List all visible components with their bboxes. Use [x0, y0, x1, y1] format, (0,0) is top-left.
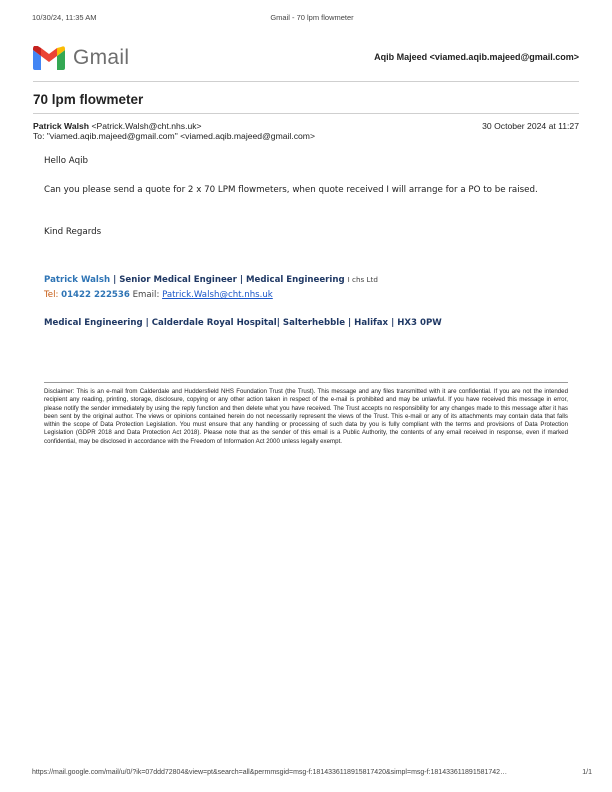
disclaimer-divider — [44, 382, 568, 383]
signature-email-label: Email: — [129, 290, 163, 300]
signature-address: Medical Engineering | Calderdale Royal Hospital| Salterhebble | Halifax | HX3 0PW — [44, 318, 442, 328]
sender-row — [33, 121, 579, 131]
email-paragraph: Can you please send a quote for 2 x 70 LPM flowmeters, when quote received I will arrange for a PO to be raised. — [44, 185, 538, 195]
email-greeting: Hello Aqib — [44, 156, 89, 166]
print-page-title: Gmail - 70 lpm flowmeter — [270, 13, 354, 22]
gmail-m-icon — [33, 46, 65, 70]
signature-role: | Senior Medical Engineer | Medical Engineering — [110, 275, 348, 285]
gmail-wordmark: Gmail — [73, 46, 130, 69]
page-number: 1/1 — [582, 769, 592, 776]
disclaimer-text: Disclaimer: This is an e-mail from Calderdale and Huddersfield NHS Foundation Trust (the Trust). This message and any files transmitted with it are confidential. If you are not the intended recipient any reading, printing, storage, disclosure, copying or any other action taken in respect of the e-mail is prohibited and may be unlawful. If you have received this message in error, please notify the sender immediately by using the reply function and then delete what you have received. The Trust accepts no responsibility for any changes made to this message after it has been sent by the original author. The views or opinions contained herein do not necessarily represent the views of the Trust. This e-mail or any of its attachments may contain data that falls within the scope of Data Protection Legislation. You must ensure that any handling or processing of such data by you is fully compliant with the terms and provisions of Data Protection Legislation (GDPR 2018 and Data Protection Act 2018). Please note that as the sender of this email is a Public Authority, the contents of any email received in response, even if marked confidential, may be disclosed in accordance with the Freedom of Information Act 2000 unless legally exempt. — [44, 388, 568, 445]
recipient-line: To: "viamed.aqib.majeed@gmail.com" <viamed.aqib.majeed@gmail.com> — [33, 131, 315, 141]
signature-contact-line — [44, 290, 273, 300]
signature-tel-label: Tel: — [44, 290, 62, 300]
print-datetime: 10/30/24, 11:35 AM — [32, 13, 97, 22]
print-url: https://mail.google.com/mail/u/0/?ik=07ddd72804&view=pt&search=all&permmsgid=msg-f:1814336118915817420&simpl=msg-f:181433611891581742… — [32, 769, 508, 776]
email-subject: 70 lpm flowmeter — [33, 92, 144, 107]
sent-timestamp: 30 October 2024 at 11:27 — [482, 121, 579, 131]
signature-email-link[interactable]: Patrick.Walsh@cht.nhs.uk — [162, 290, 273, 300]
header-divider — [33, 81, 579, 82]
gmail-logo[interactable] — [33, 44, 129, 72]
email-closing: Kind Regards — [44, 227, 102, 237]
print-header — [32, 13, 592, 27]
signature-phone: 01422 222536 — [61, 290, 130, 300]
signature-name-line — [44, 275, 378, 285]
subject-divider — [33, 113, 579, 114]
sender-address: <Patrick.Walsh@cht.nhs.uk> — [91, 121, 202, 131]
signature-org: I chs Ltd — [347, 275, 378, 284]
account-label: Aqib Majeed <viamed.aqib.majeed@gmail.com> — [374, 52, 579, 62]
print-footer — [32, 769, 592, 781]
signature-name: Patrick Walsh — [44, 275, 111, 285]
sender-name: Patrick Walsh — [33, 121, 90, 131]
